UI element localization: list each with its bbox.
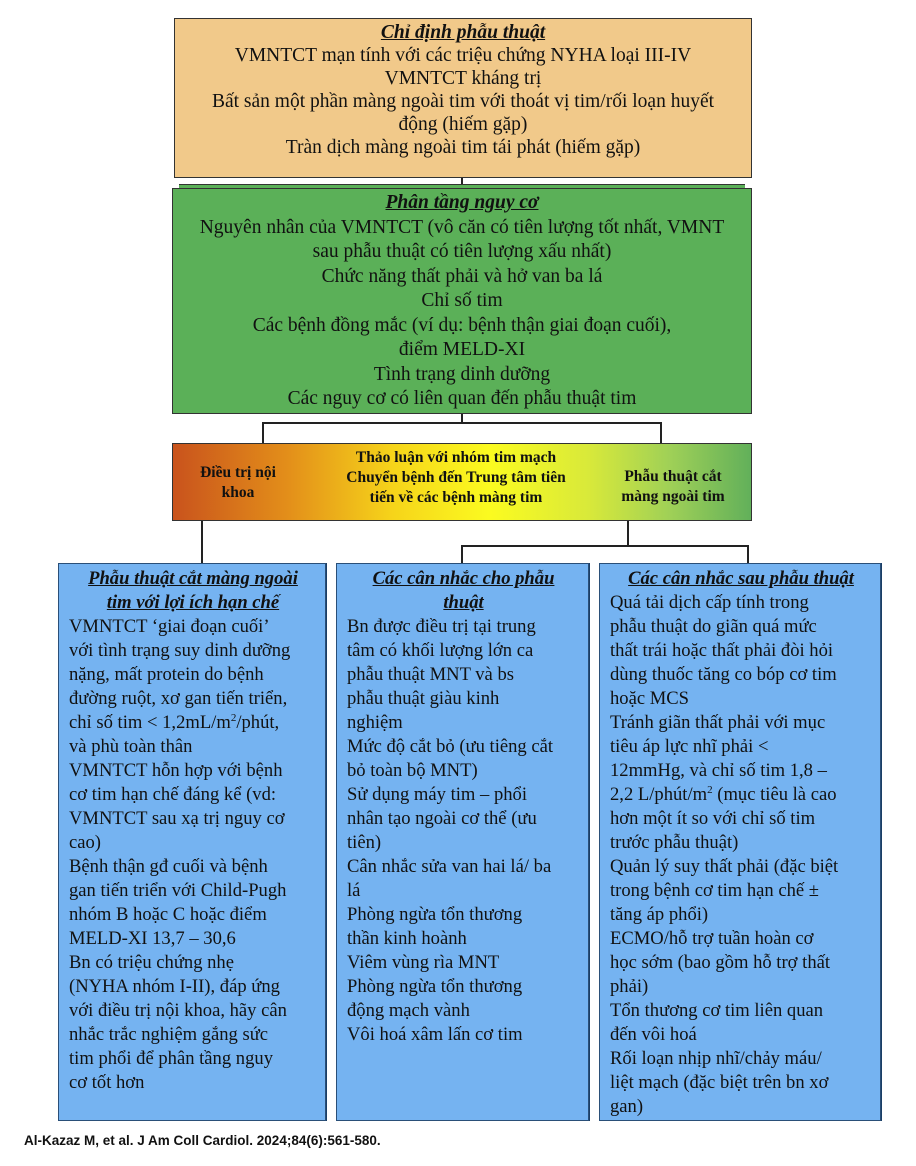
column-line: đường ruột, xơ gan tiến triển,: [69, 688, 288, 709]
column-line: thất trái hoặc thất phải đòi hỏi: [610, 640, 834, 661]
column-line: nhắc trắc nghiệm gắng sức: [69, 1024, 269, 1045]
decision-center-line: Chuyển bệnh đến Trung tâm tiên: [346, 469, 566, 486]
column-line: tiêu áp lực nhĩ phải <: [610, 736, 769, 757]
risk-line: Chỉ số tim: [421, 290, 503, 311]
column-line: dùng thuốc tăng co bóp cơ tim: [610, 664, 837, 685]
decision-right-line: Phẫu thuật cắt: [624, 468, 722, 485]
column-line: hơn một ít so với chỉ số tim: [610, 808, 816, 829]
column-line: Bệnh thận gđ cuối và bệnh: [69, 856, 268, 877]
indication-line: VMNTCT mạn tính với các triệu chứng NYHA loại III-IV: [234, 45, 692, 66]
column-line: với tình trạng suy dinh dưỡng: [69, 640, 291, 661]
column-line: tiên): [347, 832, 382, 853]
column-line: đến vôi hoá: [610, 1024, 697, 1045]
superscript: 2: [707, 783, 713, 796]
indication-line: VMNTCT kháng trị: [384, 68, 542, 89]
column-line: động mạch vành: [347, 1000, 470, 1021]
connector-split-right: [747, 545, 749, 563]
column-line: nghiệm: [347, 712, 403, 733]
decision-center-line: Thảo luận với nhóm tim mạch: [355, 449, 557, 466]
column-line: phẫu thuật MNT và bs: [347, 664, 514, 685]
decision-medical-therapy: [177, 463, 299, 503]
column-line: Quản lý suy thất phải (đặc biệt: [610, 856, 839, 877]
column-line: phải): [610, 976, 649, 997]
postoperative-considerations-column: [599, 563, 881, 1121]
column-line: Vôi hoá xâm lấn cơ tim: [347, 1024, 523, 1045]
column-line: và phù toàn thân: [69, 736, 193, 757]
surgical-considerations-column: [336, 563, 589, 1121]
indication-line: Bất sản một phần màng ngoài tim với thoát vị tim/rối loạn huyết: [211, 91, 715, 112]
column-line: phẫu thuật giàu kinh: [347, 688, 500, 709]
column-line: hoặc MCS: [610, 688, 690, 709]
connector-decision-left: [201, 520, 203, 563]
column-line: nặng, mất protein do bệnh: [69, 664, 264, 685]
risk-title: Phân tầng nguy cơ: [385, 192, 539, 213]
decision-discuss-heart-team: [311, 448, 601, 508]
connector-risk-right: [660, 422, 662, 443]
column-title-line: thuật: [443, 592, 484, 613]
cardiac-index-line: [610, 783, 872, 807]
connector-decision-right: [627, 520, 629, 546]
column-title-line: tim với lợi ích hạn chế: [106, 592, 280, 613]
risk-line: điểm MELD-XI: [398, 339, 526, 360]
column-title-line: Các cân nhắc sau phẫu thuật: [628, 568, 854, 589]
column-line: Cân nhắc sửa van hai lá/ ba: [347, 856, 552, 877]
column-line: Bn có triệu chứng nhẹ: [69, 952, 234, 973]
column-line: trước phẫu thuật): [610, 832, 739, 853]
risk-stratification-box: [172, 188, 752, 414]
column-line: Tổn thương cơ tim liên quan: [610, 1000, 824, 1021]
column-line: 12mmHg, và chỉ số tim 1,8 –: [610, 760, 827, 781]
decision-box: [172, 443, 752, 521]
column-line: cao): [69, 832, 101, 853]
column-line: thần kinh hoành: [347, 928, 467, 949]
risk-line: Các bệnh đồng mắc (ví dụ: bệnh thận giai đoạn cuối),: [252, 314, 672, 336]
cardiac-index-text: 2,2 L/phút/m: [610, 784, 708, 805]
column-line: tâm có khối lượng lớn ca: [347, 640, 534, 661]
column-line: học sớm (bao gồm hỗ trợ thất: [610, 952, 831, 973]
cardiac-index-suffix: (mục tiêu là cao: [712, 784, 837, 805]
column-line: Rối loạn nhịp nhĩ/chảy máu/: [610, 1048, 822, 1069]
column-line: Phòng ngừa tổn thương: [347, 904, 523, 925]
column-line: VMNTCT hỗn hợp với bệnh: [69, 760, 283, 781]
column-line: gan tiến triển với Child-Pugh: [69, 880, 287, 901]
risk-line: Các nguy cơ có liên quan đến phẫu thuật tim: [287, 388, 637, 409]
column-line: MELD-XI 13,7 – 30,6: [69, 928, 236, 949]
column-line: Quá tải dịch cấp tính trong: [610, 592, 809, 613]
risk-line: Tình trạng dinh dưỡng: [373, 363, 551, 385]
column-line: cơ tim hạn chế đáng kể (vd:: [69, 784, 277, 805]
column-line: Sử dụng máy tim – phổi: [347, 784, 528, 805]
column-line: với điều trị nội khoa, hãy cân: [69, 1000, 287, 1021]
column-line: liệt mạch (đặc biệt trên bn xơ: [610, 1072, 829, 1093]
indication-line: động (hiếm gặp): [398, 114, 528, 135]
connector-split-horizontal: [461, 545, 749, 547]
connector-risk-left: [262, 422, 264, 443]
decision-pericardiectomy: [597, 467, 749, 507]
decision-right-line: màng ngoài tim: [621, 488, 725, 505]
indication-line: Tràn dịch màng ngoài tim tái phát (hiếm gặp): [285, 137, 641, 158]
column-line: tăng áp phổi): [610, 904, 709, 925]
risk-line: sau phẫu thuật có tiên lượng xấu nhất): [312, 241, 612, 262]
limited-benefit-column: [58, 563, 326, 1121]
cardiac-index-suffix: /phút,: [236, 712, 280, 733]
column-line: VMNTCT sau xạ trị nguy cơ: [69, 808, 285, 829]
decision-left-line: khoa: [221, 484, 255, 501]
decision-center-line: tiến về các bệnh màng tim: [369, 489, 543, 506]
column-line: trong bệnh cơ tim hạn chế ±: [610, 880, 820, 901]
column-line: nhóm B hoặc C hoặc điểm: [69, 904, 267, 925]
superscript: 2: [230, 711, 237, 724]
indications-title: Chỉ định phẫu thuật: [380, 22, 546, 43]
column-line: bỏ toàn bộ MNT): [347, 760, 478, 781]
cardiac-index-text: chỉ số tim < 1,2mL/m: [69, 712, 231, 733]
column-line: Bn được điều trị tại trung: [347, 616, 536, 637]
column-title-line: Các cân nhắc cho phẫu: [372, 568, 555, 589]
column-title-line: Phẫu thuật cắt màng ngoài: [88, 568, 298, 589]
column-line: VMNTCT ‘giai đoạn cuối’: [69, 616, 270, 637]
connector-split-mid: [461, 545, 463, 563]
connector-risk-horizontal: [262, 422, 662, 424]
column-line: cơ tốt hơn: [69, 1072, 145, 1093]
decision-left-line: Điều trị nội: [200, 464, 276, 481]
limited-benefit-title: [69, 567, 317, 615]
risk-line: Chức năng thất phải và hở van ba lá: [321, 265, 603, 287]
citation: Al-Kazaz M, et al. J Am Coll Cardiol. 2024;84(6):561-580.: [24, 1133, 381, 1148]
postoperative-considerations-title: [610, 567, 872, 591]
column-line: gan): [610, 1096, 644, 1117]
column-line: Tránh giãn thất phải với mục: [610, 712, 826, 733]
column-line: Phòng ngừa tổn thương: [347, 976, 523, 997]
column-line: (NYHA nhóm I-II), đáp ứng: [69, 976, 280, 997]
column-line: nhân tạo ngoài cơ thể (ưu: [347, 808, 537, 829]
indications-box: [174, 18, 752, 178]
column-line: ECMO/hỗ trợ tuần hoàn cơ: [610, 928, 814, 949]
cardiac-index-line: [69, 711, 317, 735]
column-line: tim phổi để phân tầng nguy: [69, 1048, 273, 1069]
column-line: Viêm vùng rìa MNT: [347, 952, 500, 973]
risk-line: Nguyên nhân của VMNTCT (vô căn có tiên lượng tốt nhất, VMNT: [199, 216, 725, 238]
column-line: phẫu thuật do giãn quá mức: [610, 616, 817, 637]
surgical-considerations-title: [347, 567, 580, 615]
column-line: lá: [347, 880, 361, 901]
column-line: Mức độ cắt bỏ (ưu tiêng cắt: [347, 736, 554, 757]
